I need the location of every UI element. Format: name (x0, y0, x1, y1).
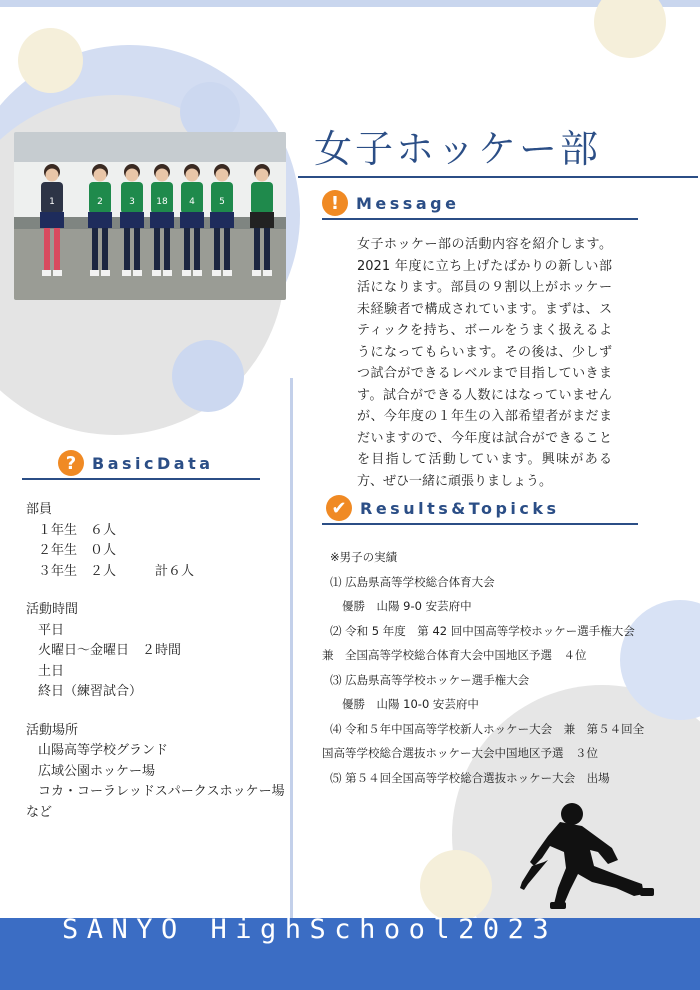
time-row: 土日 (38, 663, 65, 679)
result-item-cont: 国高等学校総合選抜ホッケー大会中国地区予選 ３位 (322, 746, 598, 760)
results-note: ※男子の実績 (330, 550, 398, 564)
result-item: ⑶ 広島県高等学校ホッケー選手権大会 (330, 672, 530, 687)
deco-circle-cream-left (18, 28, 83, 93)
results-body (322, 545, 682, 790)
result-item: ⑴ 広島県高等学校総合体育大会 (330, 574, 495, 589)
team-photo-illustration (14, 132, 286, 300)
top-accent-bar (0, 0, 700, 7)
jersey-number: 1 (49, 197, 55, 207)
jersey-number: 4 (189, 197, 195, 207)
result-item-cont: 兼 全国高等学校総合体育大会中国地区予選 ４位 (322, 648, 587, 662)
place-tail: など (26, 804, 53, 820)
place-group (26, 721, 286, 824)
message-body: 女子ホッケー部の活動内容を紹介します。2021 年度に立ち上げたばかりの新しい部活になります。部員の９割以上がホッケー未経験者で構成されています。まずは、スティックを持ち、ボールをうまく扱えるようになってもらいます。その後は、少しずつ試合ができるレベルまで目指していきます。試合ができる人数にはなっていませんが、今年度の１年生の入部希望者がまだまだいますので、今年度は試合ができることを目指して活動しています。興味がある方、ぜひ一緒に頑張りましょう。 (357, 237, 612, 489)
deco-circle-blue-mid (172, 340, 244, 412)
place-row: 山陽高等学校グランド (38, 743, 169, 758)
result-item: ⑷ 令和５年中国高等学校新人ホッケー大会 兼 第５４回全 (330, 721, 645, 736)
deco-circle-cream-right (594, 0, 666, 58)
members-row: ２年生 ０人 (38, 543, 117, 558)
basicdata-body (26, 500, 286, 841)
exclamation-icon: ! (322, 190, 348, 216)
time-group (26, 600, 286, 703)
members-label: 部員 (26, 502, 53, 517)
results-underline (322, 523, 638, 525)
jersey-number: 3 (129, 197, 135, 207)
time-row: 終日（練習試合） (38, 684, 143, 699)
column-divider (290, 378, 293, 918)
checkmark-icon: ✔ (326, 495, 352, 521)
results-header (326, 495, 560, 521)
result-detail: 優勝 山陽 10-0 安芸府中 (342, 697, 479, 711)
basicdata-heading: BasicData (92, 453, 214, 473)
place-row: コカ・コーラレッドスパークスホッケー場 (38, 784, 285, 799)
title-underline (298, 176, 698, 178)
team-photo (14, 132, 286, 300)
basicdata-underline (22, 478, 260, 480)
message-heading: Message (356, 193, 460, 213)
hockey-player-silhouette (520, 800, 660, 915)
members-group (26, 500, 286, 582)
page-title: 女子ホッケー部 (314, 127, 602, 171)
result-detail: 優勝 山陽 9-0 安芸府中 (342, 599, 472, 613)
results-heading: Results&Topicks (360, 498, 560, 518)
question-icon: ? (58, 450, 84, 476)
jersey-number: 18 (156, 197, 168, 207)
basicdata-header (58, 450, 214, 476)
members-row: １年生 ６人 (38, 522, 117, 538)
message-underline (322, 218, 638, 220)
message-header (322, 190, 459, 216)
jersey-number: 5 (219, 197, 225, 207)
members-row: ３年生 ２人 計６人 (38, 563, 195, 579)
time-label: 活動時間 (26, 602, 79, 617)
time-row: 平日 (38, 622, 65, 638)
result-item: ⑵ 令和 5 年度 第 42 回中国高等学校ホッケー選手権大会 (330, 623, 635, 638)
jersey-number: 2 (97, 197, 103, 207)
place-row: 広域公園ホッケー場 (38, 763, 156, 779)
footer-text: SANYO HighSchool2023 (62, 914, 558, 945)
deco-circle-cream-bottom (420, 850, 492, 922)
place-label: 活動場所 (26, 722, 79, 738)
time-row: 火曜日～金曜日 ２時間 (38, 643, 182, 658)
result-item: ⑸ 第５４回全国高等学校総合選抜ホッケー大会 出場 (330, 770, 610, 785)
